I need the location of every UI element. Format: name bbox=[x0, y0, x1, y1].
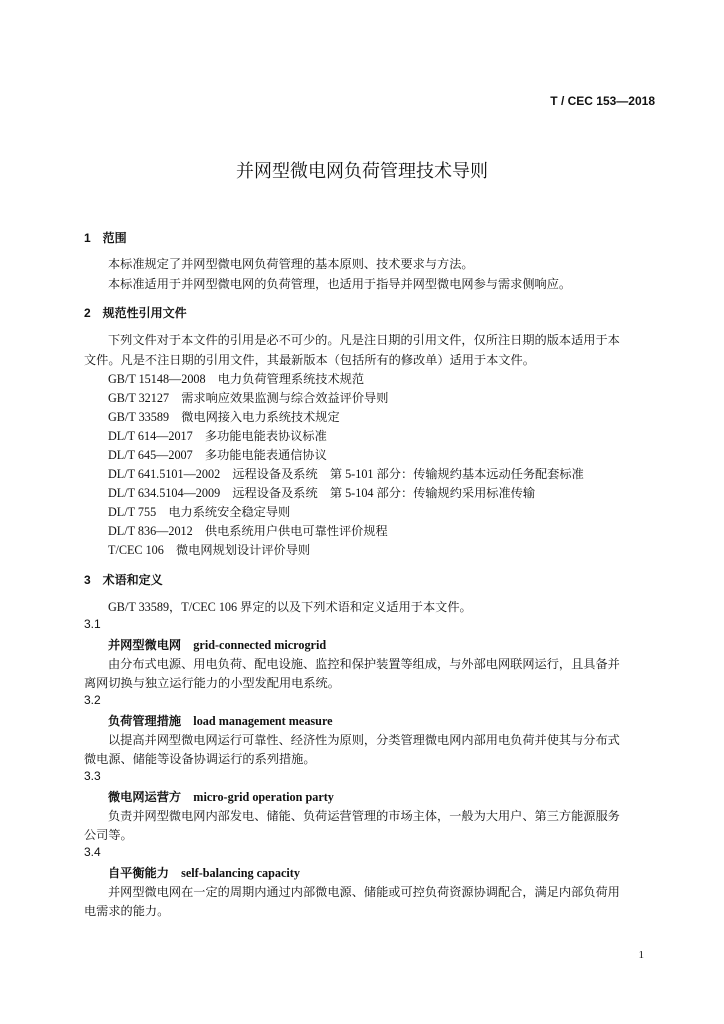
reference-item: GB/T 32127 需求响应效果监测与综合效益评价导则 bbox=[108, 391, 389, 405]
scope-paragraph-2: 本标准适用于并网型微电网的负荷管理，也适用于指导并网型微电网参与需求侧响应。 bbox=[108, 277, 572, 291]
term-number: 3.4 bbox=[84, 845, 101, 859]
term-name: 负荷管理措施 load management measure bbox=[108, 714, 333, 728]
term-definition-line-1: 负责并网型微电网内部发电、储能、负荷运营管理的市场主体，一般为大用户、第三方能源服务 bbox=[108, 809, 620, 823]
standard-code-header: T / CEC 153—2018 bbox=[550, 94, 655, 108]
term-number: 3.3 bbox=[84, 769, 101, 783]
term-definition-line-1: 由分布式电源、用电负荷、配电设施、监控和保护装置等组成，与外部电网联网运行，且具备并 bbox=[108, 657, 620, 671]
term-number: 3.1 bbox=[84, 617, 101, 631]
reference-item: DL/T 755 电力系统安全稳定导则 bbox=[108, 505, 291, 519]
term-definition-line-2: 离网切换与独立运行能力的小型发配用电系统。 bbox=[84, 676, 340, 690]
reference-item: DL/T 614—2017 多功能电能表协议标准 bbox=[108, 429, 327, 443]
reference-item: DL/T 645—2007 多功能电能表通信协议 bbox=[108, 448, 327, 462]
term-name: 微电网运营方 micro-grid operation party bbox=[108, 790, 334, 804]
term-name: 并网型微电网 grid-connected microgrid bbox=[108, 638, 327, 652]
section-heading-scope: 1 范围 bbox=[84, 231, 127, 245]
term-definition-line-2: 公司等。 bbox=[84, 828, 133, 842]
reference-item: T/CEC 106 微电网规划设计评价导则 bbox=[108, 543, 311, 557]
reference-item: DL/T 634.5104—2009 远程设备及系统 第 5-104 部分：传输规约采用标准传输 bbox=[108, 486, 536, 500]
section-heading-normative-references: 2 规范性引用文件 bbox=[84, 306, 187, 320]
document-title: 并网型微电网负荷管理技术导则 bbox=[236, 161, 488, 181]
reference-item: DL/T 641.5101—2002 远程设备及系统 第 5-101 部分：传输规约基本远动任务配套标准 bbox=[108, 467, 584, 481]
term-number: 3.2 bbox=[84, 693, 101, 707]
term-definition-line-2: 微电源、储能等设备协调运行的系列措施。 bbox=[84, 752, 316, 766]
reference-item: GB/T 33589 微电网接入电力系统技术规定 bbox=[108, 410, 340, 424]
reference-item: GB/T 15148—2008 电力负荷管理系统技术规范 bbox=[108, 372, 365, 386]
section-heading-terms-definitions: 3 术语和定义 bbox=[84, 573, 163, 587]
term-name: 自平衡能力 self-balancing capacity bbox=[108, 866, 300, 880]
page-number: 1 bbox=[638, 949, 644, 961]
references-intro-line-1: 下列文件对于本文件的引用是必不可少的。凡是注日期的引用文件，仅所注日期的版本适用于本 bbox=[108, 333, 620, 347]
references-intro-line-2: 文件。凡是不注日期的引用文件，其最新版本（包括所有的修改单）适用于本文件。 bbox=[84, 353, 535, 367]
term-definition-line-1: 并网型微电网在一定的周期内通过内部微电源、储能或可控负荷资源协调配合，满足内部负荷用 bbox=[108, 885, 620, 899]
term-definition-line-2: 电需求的能力。 bbox=[84, 904, 170, 918]
terms-intro: GB/T 33589，T/CEC 106 界定的以及下列术语和定义适用于本文件。 bbox=[108, 600, 472, 614]
reference-item: DL/T 836—2012 供电系统用户供电可靠性评价规程 bbox=[108, 524, 388, 538]
term-definition-line-1: 以提高并网型微电网运行可靠性、经济性为原则，分类管理微电网内部用电负荷并使其与分布式 bbox=[108, 733, 620, 747]
scope-paragraph-1: 本标准规定了并网型微电网负荷管理的基本原则、技术要求与方法。 bbox=[108, 257, 474, 271]
